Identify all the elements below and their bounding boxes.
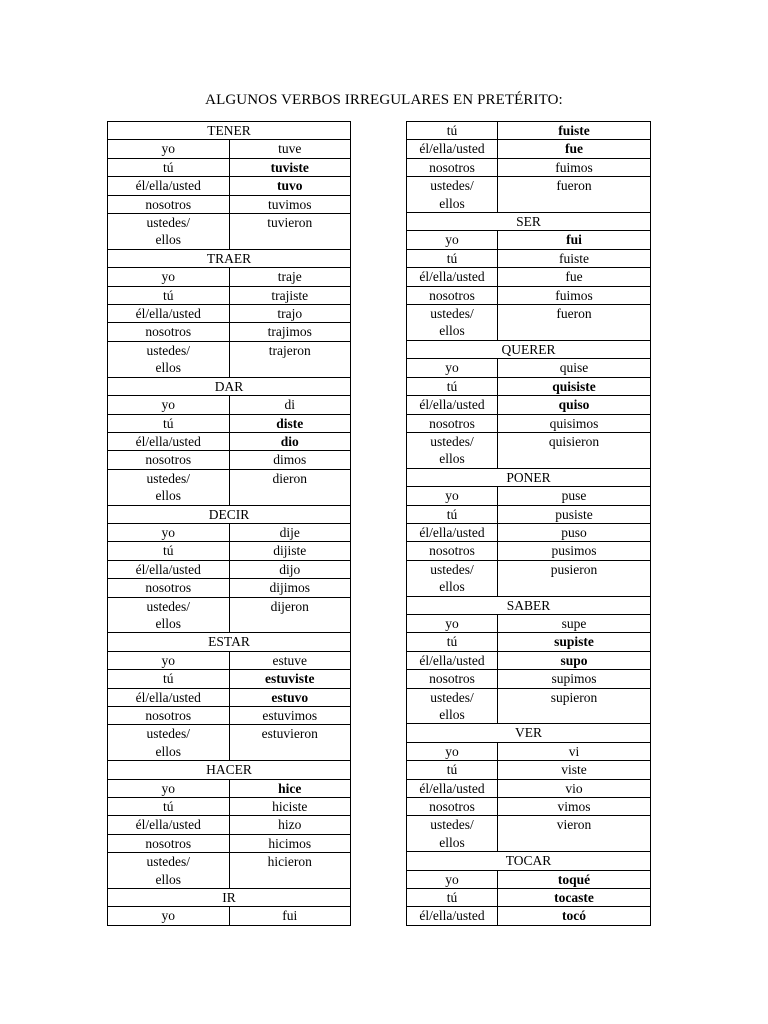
- verb-form-cell: quiso: [498, 396, 651, 414]
- verb-header-dar: DAR: [108, 377, 351, 395]
- verb-form-cell: puse: [498, 487, 651, 505]
- person-cell: nosotros: [108, 323, 230, 341]
- verb-form-cell: dimos: [229, 451, 351, 469]
- conjugation-row: [108, 542, 351, 560]
- verb-form-cell: supieron: [498, 688, 651, 724]
- verb-form-cell: hizo: [229, 816, 351, 834]
- conjugation-row: [407, 286, 651, 304]
- conjugation-row: [407, 231, 651, 249]
- conjugation-row: [407, 688, 651, 724]
- verb-header-row: [108, 633, 351, 651]
- conjugation-row: [108, 597, 351, 633]
- verb-form-cell: trajo: [229, 305, 351, 323]
- person-cell: él/ella/usted: [108, 177, 230, 195]
- verb-header-row: [407, 724, 651, 742]
- conjugation-row: [407, 487, 651, 505]
- conjugation-row: [407, 505, 651, 523]
- verb-header-querer: QUERER: [407, 340, 651, 358]
- verb-form-cell: vio: [498, 779, 651, 797]
- conjugation-row: [108, 323, 351, 341]
- conjugation-row: [108, 560, 351, 578]
- conjugation-row: [108, 214, 351, 250]
- conjugation-row: [407, 670, 651, 688]
- person-cell: yo: [407, 614, 498, 632]
- person-cell: yo: [407, 870, 498, 888]
- verb-header-row: [108, 505, 351, 523]
- person-cell: tú: [407, 122, 498, 140]
- conjugation-row: [108, 798, 351, 816]
- verb-header-row: [108, 889, 351, 907]
- person-cell: yo: [108, 396, 230, 414]
- person-cell: él/ella/usted: [108, 305, 230, 323]
- conjugation-row: [108, 341, 351, 377]
- conjugation-row: [108, 523, 351, 541]
- verb-form-cell: fuimos: [498, 286, 651, 304]
- conjugation-row: [108, 305, 351, 323]
- verb-form-cell: estuvimos: [229, 707, 351, 725]
- verb-form-cell: fue: [498, 140, 651, 158]
- person-cell: nosotros: [407, 542, 498, 560]
- person-cell: tú: [407, 633, 498, 651]
- conjugation-row: [108, 688, 351, 706]
- verb-form-cell: vimos: [498, 798, 651, 816]
- verb-form-cell: fui: [498, 231, 651, 249]
- conjugation-row: [108, 195, 351, 213]
- verb-header-hacer: HACER: [108, 761, 351, 779]
- verb-form-cell: viste: [498, 761, 651, 779]
- conjugation-row: [108, 834, 351, 852]
- verb-form-cell: tuviste: [229, 158, 351, 176]
- person-cell: nosotros: [407, 286, 498, 304]
- person-cell: tú: [108, 158, 230, 176]
- conjugation-row: [407, 523, 651, 541]
- person-cell: yo: [407, 487, 498, 505]
- conjugation-row: [407, 177, 651, 213]
- person-cell: tú: [108, 286, 230, 304]
- conjugation-row: [407, 651, 651, 669]
- verb-form-cell: tuve: [229, 140, 351, 158]
- conjugation-row: [108, 414, 351, 432]
- person-cell: nosotros: [407, 158, 498, 176]
- verb-header-decir: DECIR: [108, 505, 351, 523]
- verb-form-cell: fui: [229, 907, 351, 925]
- verb-form-cell: puso: [498, 523, 651, 541]
- conjugation-row: [407, 907, 651, 925]
- verb-header-row: [407, 340, 651, 358]
- person-cell: tú: [108, 542, 230, 560]
- person-cell: nosotros: [407, 670, 498, 688]
- verb-form-cell: trajiste: [229, 286, 351, 304]
- verb-form-cell: fuiste: [498, 249, 651, 267]
- verb-header-poner: PONER: [407, 468, 651, 486]
- verb-form-cell: pusimos: [498, 542, 651, 560]
- verb-form-cell: quise: [498, 359, 651, 377]
- person-cell: ustedes/ ellos: [108, 469, 230, 505]
- conjugation-row: [407, 414, 651, 432]
- person-cell: él/ella/usted: [407, 779, 498, 797]
- person-cell: ustedes/ ellos: [407, 177, 498, 213]
- verb-header-row: [407, 213, 651, 231]
- verb-header-ir: IR: [108, 889, 351, 907]
- conjugation-row: [108, 177, 351, 195]
- person-cell: ustedes/ ellos: [407, 432, 498, 468]
- verb-form-cell: hicieron: [229, 853, 351, 889]
- verb-form-cell: estuve: [229, 651, 351, 669]
- conjugation-row: [407, 870, 651, 888]
- person-cell: nosotros: [108, 707, 230, 725]
- verb-header-tocar: TOCAR: [407, 852, 651, 870]
- person-cell: él/ella/usted: [407, 651, 498, 669]
- verb-form-cell: dio: [229, 432, 351, 450]
- verb-form-cell: fuiste: [498, 122, 651, 140]
- conjugation-row: [108, 469, 351, 505]
- verb-form-cell: estuvo: [229, 688, 351, 706]
- person-cell: él/ella/usted: [407, 140, 498, 158]
- person-cell: ustedes/ ellos: [407, 816, 498, 852]
- conjugation-row: [108, 853, 351, 889]
- conjugation-row: [108, 651, 351, 669]
- person-cell: nosotros: [108, 451, 230, 469]
- person-cell: ustedes/ ellos: [108, 853, 230, 889]
- verb-form-cell: dijeron: [229, 597, 351, 633]
- verb-form-cell: dieron: [229, 469, 351, 505]
- person-cell: ustedes/ ellos: [407, 560, 498, 596]
- verb-header-saber: SABER: [407, 596, 651, 614]
- person-cell: nosotros: [407, 798, 498, 816]
- verb-form-cell: hice: [229, 779, 351, 797]
- verb-form-cell: tuvieron: [229, 214, 351, 250]
- verb-header-estar: ESTAR: [108, 633, 351, 651]
- person-cell: ustedes/ ellos: [108, 214, 230, 250]
- conjugation-row: [108, 451, 351, 469]
- verb-header-ver: VER: [407, 724, 651, 742]
- person-cell: tú: [407, 761, 498, 779]
- person-cell: ustedes/ ellos: [108, 597, 230, 633]
- verb-form-cell: tocó: [498, 907, 651, 925]
- person-cell: nosotros: [108, 579, 230, 597]
- verb-form-cell: quisiste: [498, 377, 651, 395]
- person-cell: yo: [108, 907, 230, 925]
- conjugation-row: [108, 707, 351, 725]
- conjugation-row: [108, 579, 351, 597]
- verb-form-cell: dije: [229, 523, 351, 541]
- person-cell: tú: [407, 889, 498, 907]
- verb-form-cell: estuvieron: [229, 725, 351, 761]
- person-cell: él/ella/usted: [108, 432, 230, 450]
- conjugation-row: [108, 396, 351, 414]
- conjugation-row: [407, 140, 651, 158]
- person-cell: tú: [108, 414, 230, 432]
- document-title: ALGUNOS VERBOS IRREGULARES EN PRETÉRITO:: [205, 92, 563, 108]
- verb-form-cell: trajeron: [229, 341, 351, 377]
- verb-form-cell: pusieron: [498, 560, 651, 596]
- person-cell: nosotros: [407, 414, 498, 432]
- conjugation-row: [407, 560, 651, 596]
- person-cell: él/ella/usted: [407, 268, 498, 286]
- verb-header-tener: TENER: [108, 122, 351, 140]
- conjugation-row: [108, 725, 351, 761]
- verb-header-traer: TRAER: [108, 249, 351, 267]
- verb-form-cell: fueron: [498, 305, 651, 341]
- conjugation-row: [108, 158, 351, 176]
- conjugation-row: [407, 779, 651, 797]
- person-cell: yo: [108, 523, 230, 541]
- verb-form-cell: dijo: [229, 560, 351, 578]
- person-cell: tú: [108, 798, 230, 816]
- person-cell: tú: [407, 505, 498, 523]
- conjugation-row: [407, 816, 651, 852]
- person-cell: ustedes/ ellos: [108, 341, 230, 377]
- person-cell: ustedes/ ellos: [407, 688, 498, 724]
- conjugation-row: [108, 816, 351, 834]
- conjugation-row: [407, 359, 651, 377]
- conjugation-row: [407, 633, 651, 651]
- person-cell: yo: [407, 359, 498, 377]
- verb-header-row: [407, 468, 651, 486]
- person-cell: él/ella/usted: [407, 907, 498, 925]
- conjugation-row: [407, 249, 651, 267]
- verb-header-row: [407, 596, 651, 614]
- verb-form-cell: fuimos: [498, 158, 651, 176]
- person-cell: nosotros: [108, 195, 230, 213]
- verb-header-row: [407, 852, 651, 870]
- person-cell: yo: [407, 231, 498, 249]
- verb-form-cell: diste: [229, 414, 351, 432]
- conjugation-row: [108, 286, 351, 304]
- left-conjugation-table: [107, 121, 351, 926]
- conjugation-row: [407, 305, 651, 341]
- conjugation-row: [407, 889, 651, 907]
- verb-form-cell: hicimos: [229, 834, 351, 852]
- conjugation-row: [407, 614, 651, 632]
- conjugation-row: [407, 432, 651, 468]
- verb-form-cell: trajimos: [229, 323, 351, 341]
- person-cell: tú: [407, 377, 498, 395]
- person-cell: yo: [407, 742, 498, 760]
- person-cell: tú: [407, 249, 498, 267]
- person-cell: tú: [108, 670, 230, 688]
- verb-form-cell: tuvo: [229, 177, 351, 195]
- person-cell: ustedes/ ellos: [108, 725, 230, 761]
- verb-header-row: [108, 122, 351, 140]
- conjugation-row: [407, 268, 651, 286]
- person-cell: nosotros: [108, 834, 230, 852]
- conjugation-row: [108, 432, 351, 450]
- person-cell: ustedes/ ellos: [407, 305, 498, 341]
- verb-form-cell: vi: [498, 742, 651, 760]
- verb-header-ser: SER: [407, 213, 651, 231]
- verb-form-cell: pusiste: [498, 505, 651, 523]
- verb-form-cell: fueron: [498, 177, 651, 213]
- verb-header-row: [108, 249, 351, 267]
- verb-form-cell: quisieron: [498, 432, 651, 468]
- person-cell: él/ella/usted: [407, 396, 498, 414]
- verb-form-cell: tocaste: [498, 889, 651, 907]
- conjugation-row: [108, 907, 351, 925]
- conjugation-row: [108, 670, 351, 688]
- person-cell: él/ella/usted: [108, 560, 230, 578]
- conjugation-row: [407, 396, 651, 414]
- person-cell: yo: [108, 779, 230, 797]
- person-cell: él/ella/usted: [108, 688, 230, 706]
- verb-form-cell: fue: [498, 268, 651, 286]
- verb-form-cell: di: [229, 396, 351, 414]
- verb-header-row: [108, 377, 351, 395]
- verb-form-cell: quisimos: [498, 414, 651, 432]
- conjugation-row: [407, 122, 651, 140]
- conjugation-row: [407, 761, 651, 779]
- conjugation-row: [407, 742, 651, 760]
- person-cell: yo: [108, 651, 230, 669]
- verb-form-cell: supo: [498, 651, 651, 669]
- verb-form-cell: hiciste: [229, 798, 351, 816]
- conjugation-row: [108, 140, 351, 158]
- conjugation-row: [407, 158, 651, 176]
- verb-form-cell: tuvimos: [229, 195, 351, 213]
- verb-form-cell: traje: [229, 268, 351, 286]
- verb-form-cell: supiste: [498, 633, 651, 651]
- verb-form-cell: dijimos: [229, 579, 351, 597]
- conjugation-row: [108, 268, 351, 286]
- right-conjugation-table: [406, 121, 651, 926]
- conjugation-row: [407, 542, 651, 560]
- person-cell: yo: [108, 268, 230, 286]
- verb-form-cell: vieron: [498, 816, 651, 852]
- conjugation-row: [407, 377, 651, 395]
- person-cell: yo: [108, 140, 230, 158]
- conjugation-row: [407, 798, 651, 816]
- conjugation-row: [108, 779, 351, 797]
- person-cell: él/ella/usted: [108, 816, 230, 834]
- verb-header-row: [108, 761, 351, 779]
- verb-form-cell: dijiste: [229, 542, 351, 560]
- verb-form-cell: toqué: [498, 870, 651, 888]
- person-cell: él/ella/usted: [407, 523, 498, 541]
- verb-form-cell: supimos: [498, 670, 651, 688]
- verb-form-cell: estuviste: [229, 670, 351, 688]
- verb-form-cell: supe: [498, 614, 651, 632]
